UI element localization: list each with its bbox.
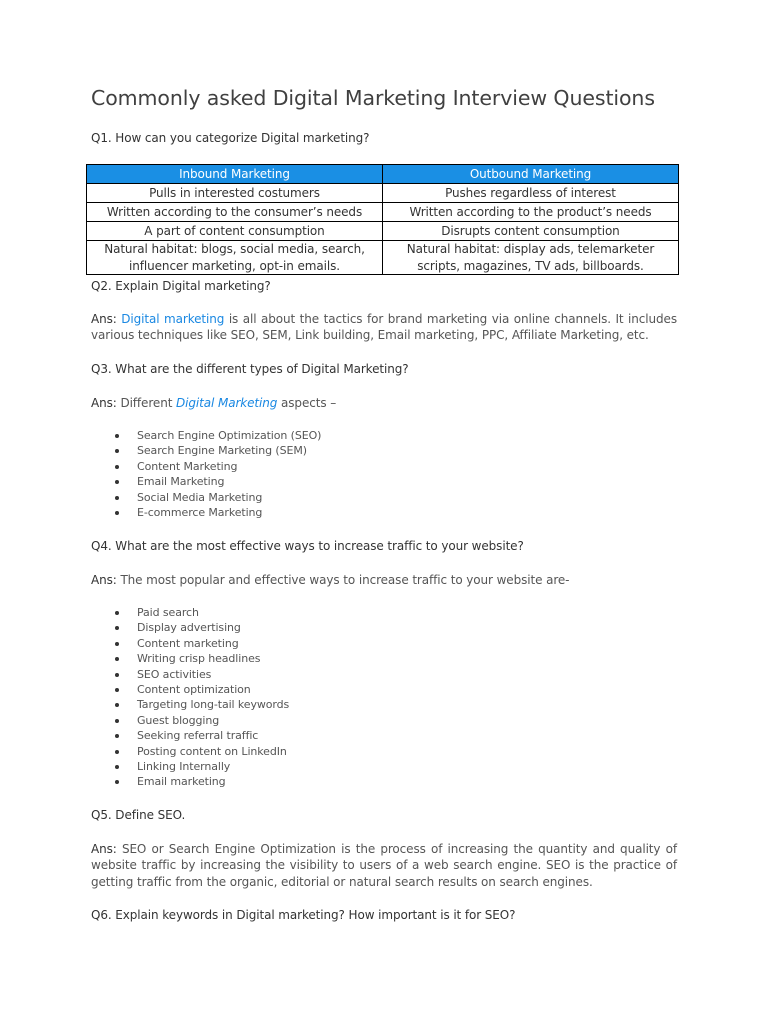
table-cell: Written according to the product’s needs bbox=[383, 203, 679, 222]
answer-3 bbox=[91, 395, 677, 411]
table-header-row bbox=[87, 165, 679, 184]
table-row bbox=[87, 222, 679, 241]
list-item bbox=[115, 428, 321, 443]
list-item bbox=[115, 651, 289, 666]
list-item bbox=[115, 605, 289, 620]
list-item-text: Linking Internally bbox=[137, 759, 231, 773]
table-row bbox=[87, 184, 679, 203]
table-cell: Written according to the consumer’s needs bbox=[87, 203, 383, 222]
question-6: Q6. Explain keywords in Digital marketing? How important is it for SEO? bbox=[91, 908, 516, 922]
bullet-icon bbox=[115, 750, 119, 754]
bullet-icon bbox=[115, 719, 119, 723]
list-item-text: Email marketing bbox=[137, 775, 226, 789]
bullet-icon bbox=[115, 734, 119, 738]
bullet-icon bbox=[115, 657, 119, 661]
answer-2 bbox=[91, 311, 677, 344]
bullet-icon bbox=[115, 780, 119, 784]
marketing-types-list bbox=[115, 428, 321, 520]
list-item-text: Search Engine Marketing (SEM) bbox=[137, 444, 307, 458]
list-item-text: Display advertising bbox=[137, 621, 241, 635]
question-2: Q2. Explain Digital marketing? bbox=[91, 279, 271, 293]
answer-label: Ans: bbox=[91, 312, 117, 326]
list-item bbox=[115, 459, 321, 474]
list-item-text: Content Marketing bbox=[137, 459, 238, 473]
list-item bbox=[115, 713, 289, 728]
question-1: Q1. How can you categorize Digital marketing? bbox=[91, 131, 370, 145]
list-item-text: Writing crisp headlines bbox=[137, 652, 261, 666]
bullet-icon bbox=[115, 703, 119, 707]
list-item-text: Posting content on LinkedIn bbox=[137, 744, 287, 758]
bullet-icon bbox=[115, 673, 119, 677]
bullet-icon bbox=[115, 465, 119, 469]
question-3: Q3. What are the different types of Digital Marketing? bbox=[91, 362, 409, 376]
list-item bbox=[115, 620, 289, 635]
table-header-inbound: Inbound Marketing bbox=[87, 165, 383, 184]
table-cell: A part of content consumption bbox=[87, 222, 383, 241]
digital-marketing-link[interactable]: Digital marketing bbox=[121, 312, 225, 326]
answer-5 bbox=[91, 841, 677, 890]
table-row bbox=[87, 241, 679, 275]
list-item-text: Social Media Marketing bbox=[137, 490, 263, 504]
answer-2-text: is all about the tactics for brand marketing via online channels. It includes various techniques like SEO, SEM, Link building, Email marketing, PPC, Affiliate Marketing, etc. bbox=[91, 312, 677, 343]
bullet-icon bbox=[115, 611, 119, 615]
list-item-text: Search Engine Optimization (SEO) bbox=[137, 429, 322, 442]
list-item-text: Paid search bbox=[137, 606, 199, 619]
list-item-text: SEO activities bbox=[137, 667, 212, 681]
list-item-text: Content marketing bbox=[137, 636, 239, 650]
list-item bbox=[115, 697, 289, 712]
answer-4-text: The most popular and effective ways to increase traffic to your website are- bbox=[120, 573, 570, 587]
table-cell: Natural habitat: display ads, telemarketer scripts, magazines, TV ads, billboards. bbox=[383, 241, 679, 275]
bullet-icon bbox=[115, 626, 119, 630]
list-item-text: Content optimization bbox=[137, 682, 251, 696]
list-item-text: Email Marketing bbox=[137, 475, 225, 489]
answer-4 bbox=[91, 572, 677, 588]
list-item bbox=[115, 774, 289, 789]
list-item bbox=[115, 744, 289, 759]
table-cell: Disrupts content consumption bbox=[383, 222, 679, 241]
bullet-icon bbox=[115, 688, 119, 692]
table-cell: Natural habitat: blogs, social media, search, influencer marketing, opt-in emails. bbox=[87, 241, 383, 275]
bullet-icon bbox=[115, 511, 119, 515]
answer-label: Ans: bbox=[91, 573, 117, 587]
question-4: Q4. What are the most effective ways to increase traffic to your website? bbox=[91, 539, 524, 553]
list-item-text: Targeting long-tail keywords bbox=[137, 698, 290, 712]
bullet-icon bbox=[115, 765, 119, 769]
list-item bbox=[115, 490, 321, 505]
question-5: Q5. Define SEO. bbox=[91, 808, 186, 822]
answer-3-pre: Different bbox=[120, 396, 177, 410]
answer-label: Ans: bbox=[91, 396, 117, 410]
answer-5-text: SEO or Search Engine Optimization is the process of increasing the quantity and quality of website traffic by increasing the visibility to users of a web search engine. SEO is the practice of getting traffic from the organic, editorial or natural search results on search engines. bbox=[91, 842, 677, 889]
list-item bbox=[115, 443, 321, 458]
bullet-icon bbox=[115, 642, 119, 646]
table-header-outbound: Outbound Marketing bbox=[383, 165, 679, 184]
table-cell: Pushes regardless of interest bbox=[383, 184, 679, 203]
list-item bbox=[115, 505, 321, 520]
page-title: Commonly asked Digital Marketing Interview Questions bbox=[91, 86, 655, 110]
digital-marketing-link[interactable]: Digital Marketing bbox=[176, 396, 278, 410]
table-cell: Pulls in interested costumers bbox=[87, 184, 383, 203]
bullet-icon bbox=[115, 480, 119, 484]
list-item bbox=[115, 636, 289, 651]
comparison-table bbox=[86, 164, 679, 275]
list-item bbox=[115, 682, 289, 697]
table-row bbox=[87, 203, 679, 222]
bullet-icon bbox=[115, 449, 119, 453]
list-item bbox=[115, 667, 289, 682]
bullet-icon bbox=[115, 496, 119, 500]
list-item-text: Guest blogging bbox=[137, 713, 220, 727]
list-item-text: E-commerce Marketing bbox=[137, 505, 263, 519]
answer-label: Ans: bbox=[91, 842, 117, 856]
list-item bbox=[115, 728, 289, 743]
traffic-ways-list bbox=[115, 605, 289, 790]
answer-3-post: aspects – bbox=[277, 396, 337, 410]
bullet-icon bbox=[115, 434, 119, 438]
list-item bbox=[115, 474, 321, 489]
list-item-text: Seeking referral traffic bbox=[137, 729, 259, 743]
list-item bbox=[115, 759, 289, 774]
